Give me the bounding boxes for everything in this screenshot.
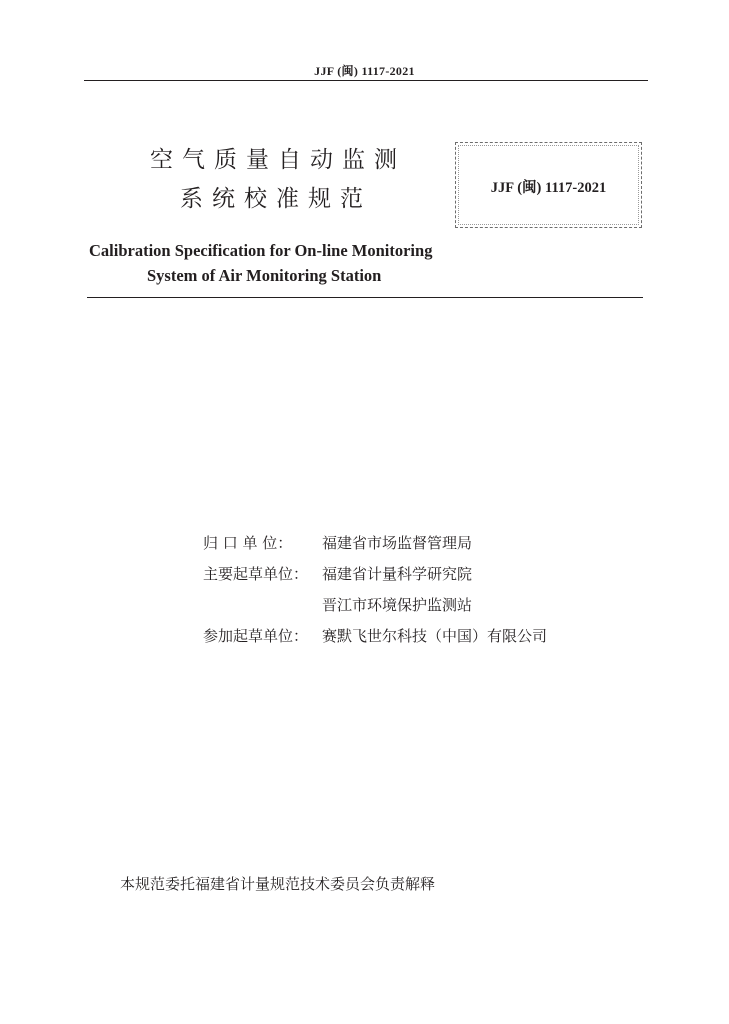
participating-drafting-unit-label: 参加起草单位：	[203, 627, 309, 645]
title-chinese-line-1: 空气质量自动监测	[150, 147, 406, 173]
main-drafting-unit-value-2: 晋江市环境保护监测站	[322, 596, 473, 614]
title-english-line-2: System of Air Monitoring Station	[147, 266, 382, 285]
standard-code-box-text: JJF (闽) 1117-2021	[490, 180, 607, 196]
title-divider	[87, 297, 643, 298]
responsible-unit-value: 福建省市场监督管理局	[322, 534, 473, 552]
title-english-line-1: Calibration Specification for On-line Monitoring	[89, 241, 433, 260]
interpretation-note: 本规范委托福建省计量规范技术委员会负责解释	[120, 875, 436, 893]
main-drafting-unit-value-1: 福建省计量科学研究院	[322, 565, 473, 583]
header-standard-code: JJF (闽) 1117-2021	[314, 64, 415, 78]
header-divider	[84, 80, 648, 81]
main-drafting-unit-label: 主要起草单位：	[203, 565, 309, 583]
title-chinese-line-2: 系统校准规范	[180, 186, 372, 212]
responsible-unit-label: 归 口 单 位：	[203, 534, 293, 552]
participating-drafting-unit-value: 赛默飞世尔科技（中国）有限公司	[322, 627, 548, 645]
